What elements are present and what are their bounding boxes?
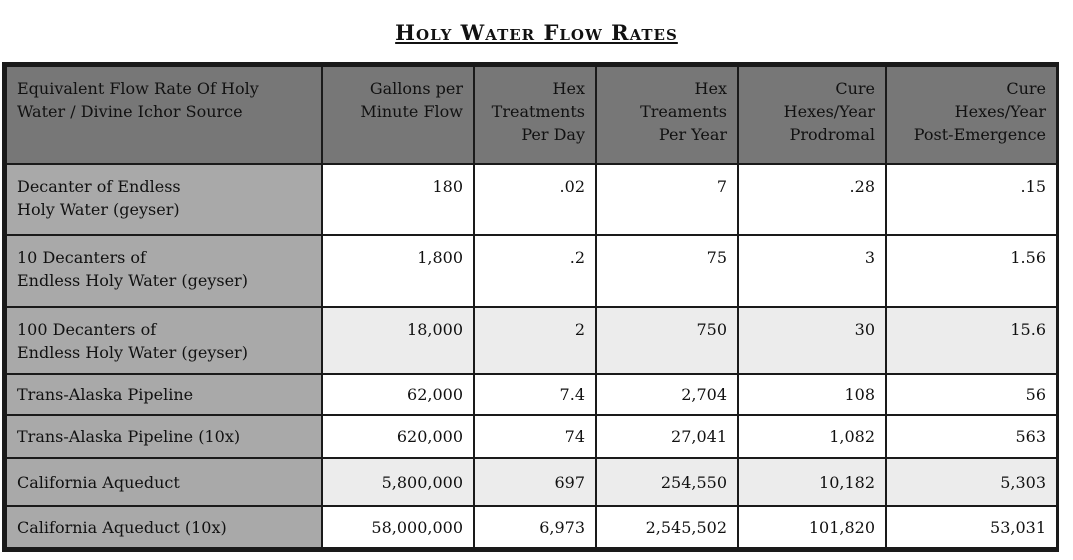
header-source xyxy=(6,66,322,164)
table-row xyxy=(6,415,1057,458)
label-line: 10 Decanters of xyxy=(17,248,146,267)
cell-cure-prodromal: 101,820 xyxy=(738,506,886,548)
cell-hex-per-day: 7.4 xyxy=(474,374,596,415)
cell-gpm: 620,000 xyxy=(322,415,474,458)
header-line: Cure xyxy=(835,79,875,98)
header-gpm xyxy=(322,66,474,164)
cell-cure-prodromal: 1,082 xyxy=(738,415,886,458)
cell-cure-post-emergence: 56 xyxy=(886,374,1057,415)
header-cure-prodromal xyxy=(738,66,886,164)
label-line: 100 Decanters of xyxy=(17,320,157,339)
cell-cure-prodromal: 3 xyxy=(738,235,886,307)
row-label xyxy=(6,235,322,307)
header-line: Post-Emergence xyxy=(913,125,1046,144)
row-label: Trans-Alaska Pipeline xyxy=(6,374,322,415)
header-line: Hexes/Year xyxy=(783,102,875,121)
cell-hex-per-day: 2 xyxy=(474,307,596,374)
cell-gpm: 18,000 xyxy=(322,307,474,374)
cell-cure-prodromal: 10,182 xyxy=(738,458,886,506)
header-line: Treatments xyxy=(491,102,585,121)
header-line: Cure xyxy=(1006,79,1046,98)
cell-hex-per-year: 750 xyxy=(596,307,738,374)
label-line: Decanter of Endless xyxy=(17,177,181,196)
cell-hex-per-day: 74 xyxy=(474,415,596,458)
cell-cure-prodromal: .28 xyxy=(738,164,886,235)
cell-hex-per-day: .2 xyxy=(474,235,596,307)
cell-hex-per-day: 697 xyxy=(474,458,596,506)
cell-cure-post-emergence: .15 xyxy=(886,164,1057,235)
flow-rate-table xyxy=(5,65,1058,549)
table-row xyxy=(6,374,1057,415)
cell-cure-prodromal: 108 xyxy=(738,374,886,415)
header-line: Treaments xyxy=(640,102,727,121)
page-title: Holy Water Flow Rates xyxy=(395,20,678,45)
header-line: Per Year xyxy=(658,125,727,144)
cell-cure-post-emergence: 53,031 xyxy=(886,506,1057,548)
label-line: Endless Holy Water (geyser) xyxy=(17,343,248,362)
header-cure-post-emergence xyxy=(886,66,1057,164)
label-line: Endless Holy Water (geyser) xyxy=(17,271,248,290)
cell-gpm: 1,800 xyxy=(322,235,474,307)
cell-cure-post-emergence: 1.56 xyxy=(886,235,1057,307)
row-label: California Aqueduct xyxy=(6,458,322,506)
cell-hex-per-day: .02 xyxy=(474,164,596,235)
header-line: Per Day xyxy=(521,125,585,144)
cell-hex-per-year: 2,545,502 xyxy=(596,506,738,548)
cell-cure-post-emergence: 15.6 xyxy=(886,307,1057,374)
cell-gpm: 62,000 xyxy=(322,374,474,415)
row-label: California Aqueduct (10x) xyxy=(6,506,322,548)
header-line: Equivalent Flow Rate Of Holy xyxy=(17,79,259,98)
table-row xyxy=(6,164,1057,235)
header-line: Prodromal xyxy=(789,125,875,144)
cell-hex-per-year: 27,041 xyxy=(596,415,738,458)
cell-hex-per-year: 7 xyxy=(596,164,738,235)
table-row xyxy=(6,307,1057,374)
header-row xyxy=(6,66,1057,164)
label-line: Holy Water (geyser) xyxy=(17,200,180,219)
flow-rate-table-container xyxy=(2,62,1059,552)
header-line: Hex xyxy=(694,79,727,98)
header-line: Water / Divine Ichor Source xyxy=(17,102,243,121)
cell-cure-post-emergence: 5,303 xyxy=(886,458,1057,506)
cell-hex-per-year: 2,704 xyxy=(596,374,738,415)
cell-hex-per-day: 6,973 xyxy=(474,506,596,548)
header-hex-per-day xyxy=(474,66,596,164)
table-row xyxy=(6,506,1057,548)
row-label xyxy=(6,307,322,374)
header-line: Gallons per xyxy=(369,79,463,98)
header-line: Hexes/Year xyxy=(954,102,1046,121)
header-line: Hex xyxy=(552,79,585,98)
row-label xyxy=(6,164,322,235)
cell-hex-per-year: 254,550 xyxy=(596,458,738,506)
header-line: Minute Flow xyxy=(360,102,463,121)
cell-hex-per-year: 75 xyxy=(596,235,738,307)
row-label: Trans-Alaska Pipeline (10x) xyxy=(6,415,322,458)
table-row xyxy=(6,235,1057,307)
table-row xyxy=(6,458,1057,506)
header-hex-per-year xyxy=(596,66,738,164)
cell-gpm: 58,000,000 xyxy=(322,506,474,548)
cell-cure-post-emergence: 563 xyxy=(886,415,1057,458)
cell-gpm: 5,800,000 xyxy=(322,458,474,506)
cell-cure-prodromal: 30 xyxy=(738,307,886,374)
cell-gpm: 180 xyxy=(322,164,474,235)
